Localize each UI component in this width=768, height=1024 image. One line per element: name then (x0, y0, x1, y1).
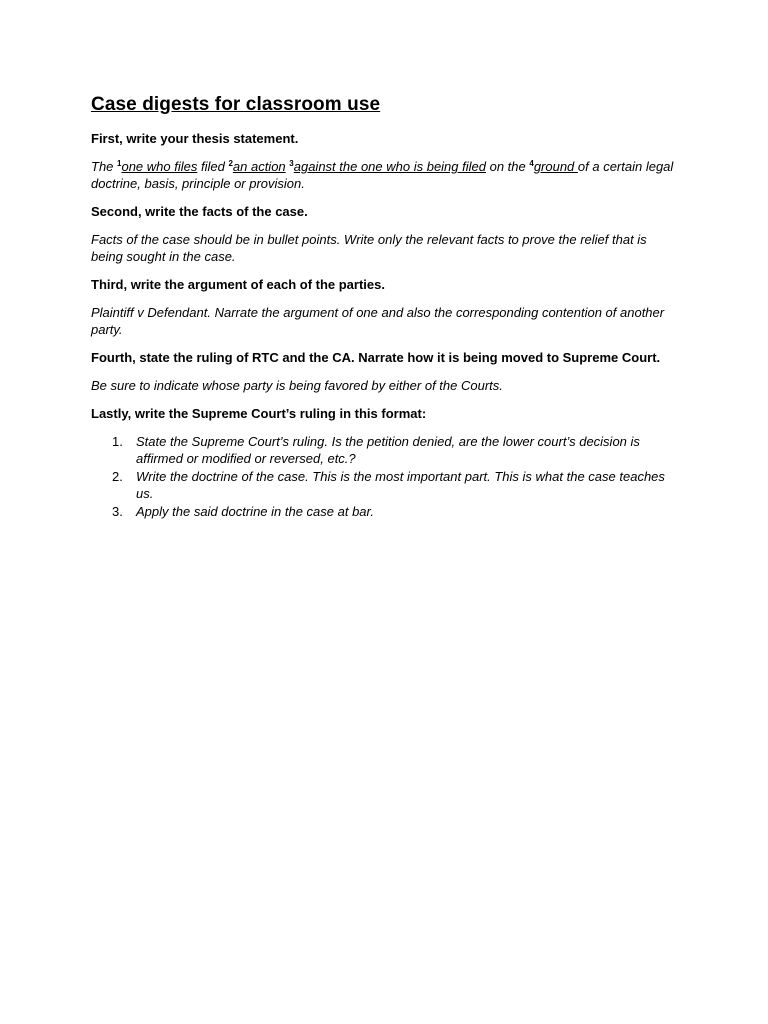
thesis-text: on the (485, 159, 530, 174)
thesis-part-defendant: against the one who is being filed (293, 159, 486, 174)
document-title: Case digests for classroom use (91, 94, 381, 115)
list-item (91, 468, 681, 502)
section-heading-arguments: Third, write the argument of each of the parties. (91, 277, 385, 292)
thesis-marker-1: 1 (117, 159, 122, 168)
list-item-text: State the Supreme Court’s ruling. Is the petition denied, are the lower court’s decision is affirmed or modified or reversed, etc.? (136, 434, 640, 466)
list-item-text: Apply the said doctrine in the case at bar. (136, 504, 374, 519)
list-item-number: 2. (112, 469, 123, 484)
section-heading-lower-court-ruling: Fourth, state the ruling of RTC and the CA. Narrate how it is being moved to Supreme Court. (91, 350, 661, 365)
thesis-marker-4: 4 (529, 159, 534, 168)
list-item (91, 433, 681, 467)
thesis-text: of a certain legal doctrine, basis, principle or provision. (91, 159, 674, 191)
thesis-part-plaintiff: one who files (121, 159, 198, 174)
section-heading-thesis: First, write your thesis statement. (91, 131, 299, 146)
list-item-number: 1. (112, 434, 123, 449)
thesis-marker-3: 3 (289, 159, 294, 168)
thesis-marker-2: 2 (228, 159, 233, 168)
section-heading-facts: Second, write the facts of the case. (91, 204, 308, 219)
list-item (91, 503, 681, 520)
list-item-text: Write the doctrine of the case. This is the most important part. This is what the case teaches us. (136, 469, 665, 501)
thesis-part-ground: ground (533, 159, 578, 174)
section-body-facts: Facts of the case should be in bullet points. Write only the relevant facts to prove the relief that is being sought in the case. (91, 232, 647, 264)
ruling-format-list (91, 433, 681, 520)
list-item-number: 3. (112, 504, 123, 519)
section-heading-supreme-court-ruling: Lastly, write the Supreme Court’s ruling in this format: (91, 406, 427, 421)
section-body-arguments: Plaintiff v Defendant. Narrate the argument of one and also the corresponding contention of another party. (91, 305, 665, 337)
thesis-template (91, 158, 681, 192)
thesis-part-action: an action (232, 159, 286, 174)
thesis-text: The (91, 159, 118, 174)
document-page (91, 92, 681, 521)
section-body-lower-court-ruling: Be sure to indicate whose party is being favored by either of the Courts. (91, 378, 503, 393)
thesis-text: filed (197, 159, 229, 174)
